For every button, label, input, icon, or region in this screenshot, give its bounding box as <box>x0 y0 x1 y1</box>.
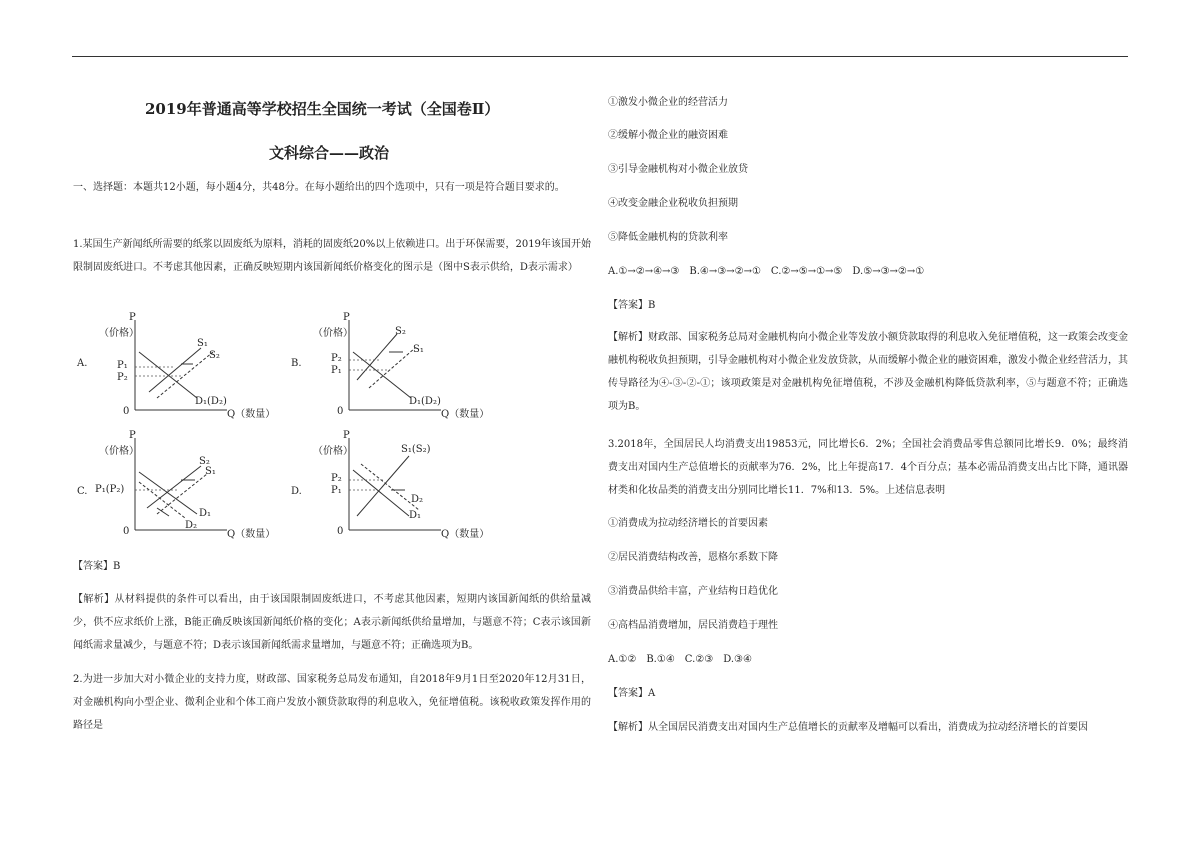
graph-b-label: B. <box>291 358 302 369</box>
q2-item-5: ⑤降低金融机构的贷款利率 <box>608 232 728 243</box>
q1-stem: 1.某国生产新闻纸所需要的纸浆以固废纸为原料，消耗的固废纸20%以上依赖进口。出于环保需要，2019年该国开始限制固废纸进口。不考虑其他因素，正确反映短期内该国新闻纸价格变化的图示是（图中S表示供给，D表示需求） <box>73 239 591 273</box>
graph-d-curve-s: S₁(S₂) <box>401 444 431 455</box>
page-subtitle: 文科综合——政治 <box>269 144 390 162</box>
graph-c-label: C. <box>77 486 88 497</box>
graph-b-axis-p-note: （价格） <box>313 328 353 339</box>
graph-a-origin: 0 <box>123 406 130 417</box>
graph-a-p-bottom: P₂ <box>117 372 128 383</box>
graph-b-p-bottom: P₁ <box>331 365 342 376</box>
graph-a-axis-q: Q（数量） <box>227 409 276 420</box>
q2-item-1: ①激发小微企业的经营活力 <box>608 97 728 108</box>
graph-b-curve-d: D₁(D₂) <box>409 396 441 407</box>
graph-b-p-top: P₂ <box>331 353 342 364</box>
graph-a-p-top: P₁ <box>117 360 128 371</box>
graph-d-axis-p-note: （价格） <box>313 446 353 457</box>
page-title: 2019年普通高等学校招生全国统一考试（全国卷Ⅱ） <box>145 100 500 118</box>
graph-c-curve-d2: D₂ <box>185 520 198 531</box>
graph-d-axis-q: Q（数量） <box>441 529 490 540</box>
graph-d-p-bottom: P₁ <box>331 485 342 496</box>
graph-a-curve-s2: S₂ <box>209 350 220 361</box>
q3-options: A.①② B.①④ C.②③ D.③④ <box>608 654 752 665</box>
graph-b <box>291 312 511 422</box>
graph-d-origin: 0 <box>337 526 344 537</box>
q3-answer: 【答案】A <box>608 688 656 699</box>
q2-item-3: ③引导金融机构对小微企业放贷 <box>608 164 748 175</box>
q2-options: A.①→②→④→③ B.④→③→②→① C.②→⑤→①→⑤ D.⑤→③→②→① <box>608 266 925 277</box>
graph-d-label: D. <box>291 486 302 497</box>
graph-a-axis-p-note: （价格） <box>99 328 139 339</box>
q2-item-4: ④改变金融企业税收负担预期 <box>608 198 738 209</box>
graph-c-curve-s1: S₁ <box>205 466 216 477</box>
graph-b-curve-s2: S₂ <box>395 326 406 337</box>
q2-analysis: 【解析】财政部、国家税务总局对金融机构向小微企业等发放小额贷款取得的利息收入免征增值税，这一政策会改变金融机构税收负担预期，引导金融机构对小微企业发放贷款，从而缓解小微企业的融资困难，激发小微企业经营活力，其传导路径为④-③-②-①；该项政策是对金融机构免征增值税，不涉及金融机构降低贷款利率，⑤与题意不符；正确选项为B。 <box>608 332 1128 412</box>
q3-item-4: ④高档品消费增加，居民消费趋于理性 <box>608 620 778 631</box>
graph-d-axis-p: P <box>343 430 350 441</box>
q1-analysis: 【解析】从材料提供的条件可以看出，由于该国限制固废纸进口，不考虑其他因素，短期内该国新闻纸的供给量减少，供不应求纸价上涨，B能正确反映该国新闻纸价格的变化；A表示新闻纸供给量增加，与题意不符；C表示该国新闻纸需求量减少，与题意不符；D表示该国新闻纸需求量增加，与题意不符；正确选项为B。 <box>73 594 591 651</box>
q3-item-1: ①消费成为拉动经济增长的首要因素 <box>608 518 768 529</box>
graph-c-curve-s2: S₂ <box>199 456 210 467</box>
graph-d-curve-d1: D₁ <box>409 510 422 521</box>
graph-a-curve-d: D₁(D₂) <box>195 396 227 407</box>
graph-d-curve-d2: D₂ <box>411 494 424 505</box>
graph-a-curve-s1: S₁ <box>197 338 208 349</box>
section-intro: 一、选择题：本题共12小题，每小题4分，共48分。在每小题给出的四个选项中，只有一项是符合题目要求的。 <box>73 182 565 193</box>
graph-a <box>77 312 297 422</box>
graph-b-curve-s1: S₁ <box>413 344 424 355</box>
graph-c <box>77 430 297 540</box>
graph-a-label: A. <box>77 358 88 369</box>
graph-c-axis-q: Q（数量） <box>227 529 276 540</box>
q3-item-3: ③消费品供给丰富，产业结构日趋优化 <box>608 586 778 597</box>
q3-item-2: ②居民消费结构改善，恩格尔系数下降 <box>608 552 778 563</box>
graph-c-curve-d1: D₁ <box>199 508 212 519</box>
graph-a-axis-p: P <box>129 312 136 323</box>
graph-b-origin: 0 <box>337 406 344 417</box>
q3-stem: 3.2018年，全国居民人均消费支出19853元，同比增长6．2%；全国社会消费品零售总额同比增长9．0%；最终消费支出对国内生产总值增长的贡献率为76．2%，比上年提高17．4个百分点；基本必需品消费支出占比下降，通讯器材类和化妆品类的消费支出分别同比增长11．7%和13．5%。上述信息表明 <box>608 439 1128 496</box>
q2-answer: 【答案】B <box>608 300 656 311</box>
graph-d-p-top: P₂ <box>331 473 342 484</box>
graph-b-axis-p: P <box>343 312 350 323</box>
graph-c-axis-p: P <box>129 430 136 441</box>
q2-stem: 2.为进一步加大对小微企业的支持力度，财政部、国家税务总局发布通知，自2018年9月1日至2020年12月31日，对金融机构向小型企业、微利企业和个体工商户发放小额贷款取得的利息收入，免征增值税。该税收政策发挥作用的路径是 <box>73 674 591 731</box>
graph-b-axis-q: Q（数量） <box>441 409 490 420</box>
q2-item-2: ②缓解小微企业的融资困难 <box>608 130 728 141</box>
graph-c-origin: 0 <box>123 526 130 537</box>
graph-d <box>291 430 511 540</box>
graph-c-axis-p-note: （价格） <box>99 446 139 457</box>
q3-analysis: 【解析】从全国居民消费支出对国内生产总值增长的贡献率及增幅可以看出，消费成为拉动经济增长的首要因 <box>608 722 1088 733</box>
q1-answer: 【答案】B <box>73 561 121 572</box>
graph-c-p-top: P₁(P₂) <box>95 484 125 495</box>
header-rule <box>72 56 1128 57</box>
